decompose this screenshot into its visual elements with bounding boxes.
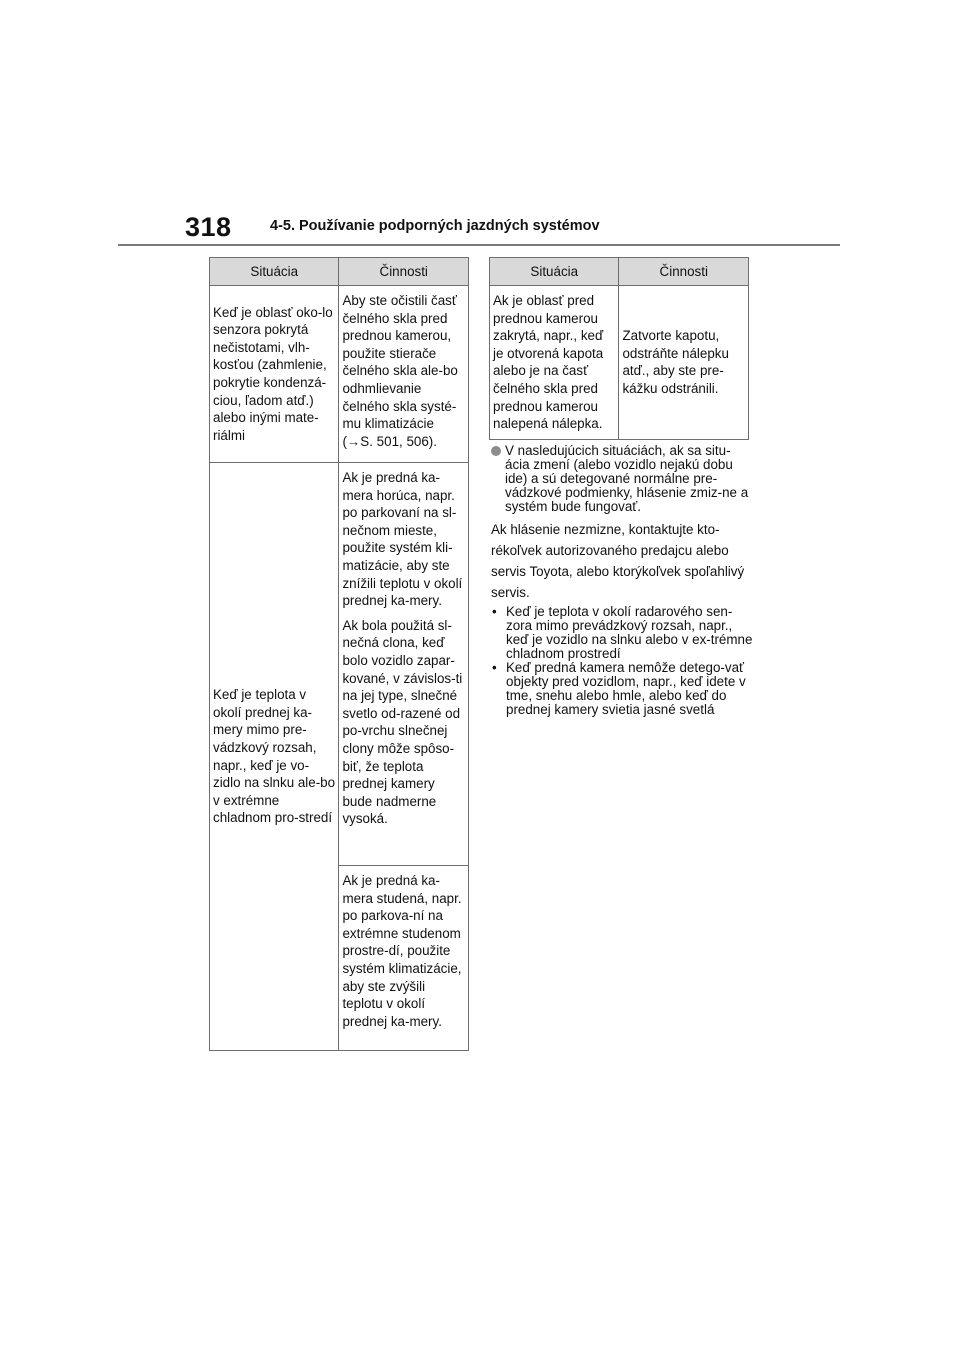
table-row <box>210 463 469 866</box>
situation-cell: Keď je oblasť oko-lo senzora pokrytá nečistotami, vlh-kosťou (zahmlenie, pokrytie kondenzá-ciou, ľadom atď.) alebo inými mate-riálmi <box>210 286 339 463</box>
situation-cell: Ak je oblasť pred prednou kamerou zakrytá, napr., keď je otvorená kapota alebo je na časť čelného skla pred prednou kamerou nalepená nálepka. <box>490 286 619 440</box>
action-cell <box>339 463 469 866</box>
action-cell: Ak je predná ka-mera studená, napr. po parkova-ní na extrémne studenom prostre-dí, použite systém klimatizácie, aby ste zvýšili teplotu v okolí prednej ka-mery. <box>339 866 469 1051</box>
list-marker: • <box>492 660 497 675</box>
header-actions: Činnosti <box>619 258 749 286</box>
info-text-block <box>491 444 753 717</box>
header-situation: Situácia <box>490 258 619 286</box>
list-item <box>491 661 753 717</box>
table-header-row <box>490 258 749 286</box>
list-item-text: Keď predná kamera nemôže detego-vať objekty pred vozidlom, napr., keď idete v tme, snehu alebo hmle, alebo keď do prednej kamery svietia jasné svetlá <box>506 660 746 717</box>
contact-paragraph: Ak hlásenie nezmizne, kontaktujte kto-rékoľvek autorizovaného predajcu alebo servis Toyota, alebo ktorýkoľvek spoľahlivý servis. <box>491 522 745 600</box>
right-situation-table <box>489 257 749 440</box>
action-paragraph: Ak je predná ka-mera horúca, napr. po parkovaní na sl-nečnom mieste, použite systém kli-matizácie, aby ste znížili teplotu v okolí prednej ka-mery. <box>342 470 463 609</box>
action-cell: Zatvorte kapotu, odstráňte nálepku atď., aby ste pre-kážku odstránili. <box>619 286 749 440</box>
header-divider <box>118 244 840 246</box>
header-situation: Situácia <box>210 258 339 286</box>
page-number: 318 <box>185 212 232 242</box>
list-item-text: Keď je teplota v okolí radarového sen-zora mimo prevádzkový rozsah, napr., keď je vozidlo na slnku alebo v ex-trémne chladnom prostredí <box>506 604 753 661</box>
table-row <box>210 286 469 463</box>
condition-list <box>491 605 753 717</box>
situation-cell <box>210 463 339 1051</box>
table-header-row <box>210 258 469 286</box>
situation-text: Keď je teplota v okolí prednej ka-mery mimo pre-vádzkový rozsah, napr., keď je vo-zidlo na slnku ale-bo v extrémne chladnom pro-stredí <box>213 687 336 826</box>
section-title: 4-5. Používanie podporných jazdných systémov <box>270 218 600 234</box>
header-actions: Činnosti <box>339 258 469 286</box>
action-cell: Aby ste očistili časť čelného skla pred prednou kamerou, použite stierače čelného skla ale-bo odhmlievanie čelného skla systé-mu klimatizácie (→S. 501, 506). <box>339 286 469 463</box>
list-item <box>491 605 753 661</box>
action-paragraph: Ak bola použitá sl-nečná clona, keď bolo vozidlo zapar-kované, v závislos-ti na jej type, slnečné svetlo od-razené od po-vrchu slnečnej clony môže spôso-biť, že teplota prednej kamery bude nadmerne vysoká. <box>342 617 463 827</box>
table-row <box>490 286 749 440</box>
bullet-item <box>491 444 753 514</box>
bullet-text: V nasledujúcich situáciách, ak sa situ-ácia zmení (alebo vozidlo nejakú dobu ide) a sú detegované normálne pre-vádzkové podmienky, hlásenie zmiz-ne a systém bude fungovať. <box>505 443 749 514</box>
bullet-dot-icon <box>491 446 501 456</box>
list-marker: • <box>492 604 497 619</box>
left-situation-table <box>209 257 469 1051</box>
